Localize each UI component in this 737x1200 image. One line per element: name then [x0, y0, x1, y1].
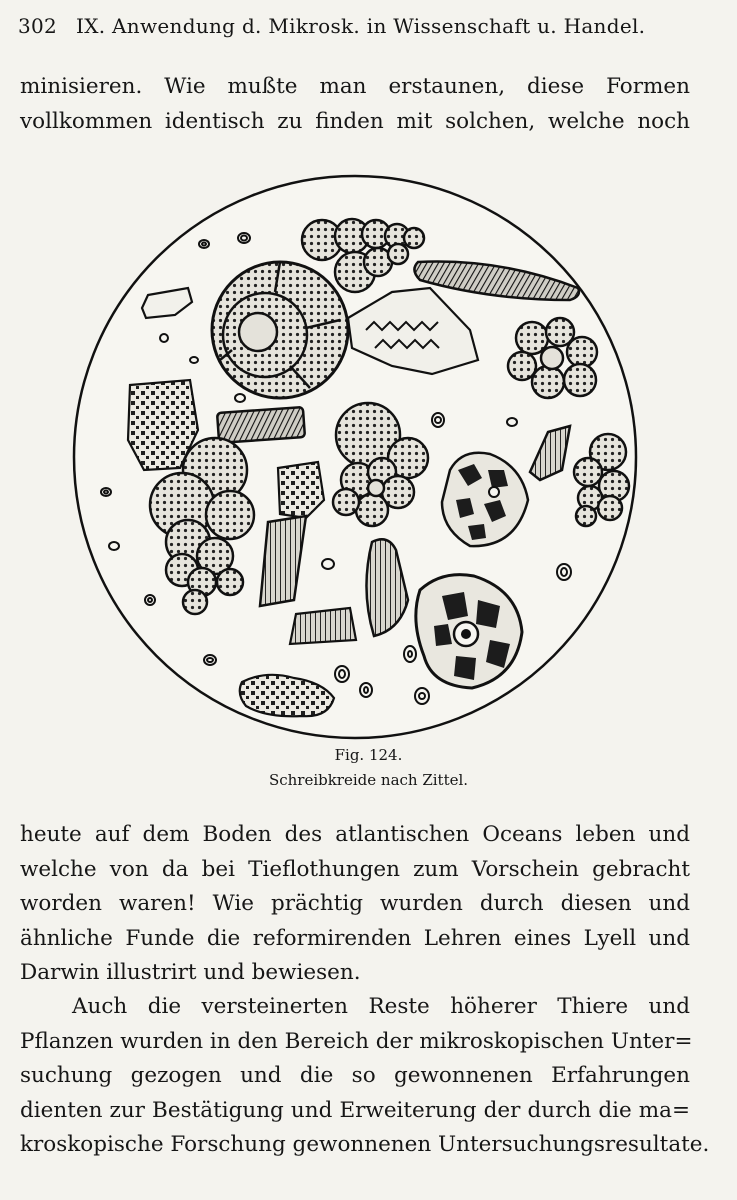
text-line: minisieren. Wie mußte man erstaunen, diese Formen [20, 74, 690, 99]
paragraph-1 [20, 70, 690, 139]
text-line: vollkommen identisch zu finden mit solchen, welche noch [20, 108, 690, 134]
figure-number: Fig. 124. [334, 746, 403, 764]
microscope-field-drawing [70, 170, 640, 740]
paragraph-2 [20, 818, 690, 991]
page-header [18, 14, 708, 44]
text-line: dienten zur Bestätigung und Erweiterung der durch die ma= [20, 1097, 690, 1123]
figure-caption: Schreibkreide nach Zittel. [268, 771, 469, 789]
text-line: ähnliche Funde die reformirenden Lehren eines Lyell und [20, 925, 690, 951]
text-line: Darwin illustrirt und bewiesen. [20, 960, 361, 985]
running-title: IX. Anwendung d. Mikrosk. in Wissenschaft u. Handel. [76, 14, 646, 38]
text-line: worden waren! Wie prächtig wurden durch diesen und [20, 891, 690, 916]
text-line: heute auf dem Boden des atlantischen Oceans leben und [20, 822, 690, 847]
paragraph-3 [20, 990, 710, 1163]
fragment-wedge-bottom [290, 608, 356, 644]
page-number: 302 [18, 14, 58, 38]
figure-124-illustration [70, 170, 640, 740]
text-line: Pflanzen wurden in den Bereich der mikroskopischen Unter= [20, 1028, 693, 1054]
text-line: suchung gezogen und die so gewonnenen Erfahrungen [20, 1063, 690, 1088]
text-line: welche von da bei Tieflothungen zum Vorschein gebracht [20, 856, 690, 882]
ammonite-shell [212, 262, 348, 398]
rod-fragment-center-left [217, 407, 305, 443]
text-line: Auch die versteinerten Reste höherer Thiere und [72, 994, 690, 1019]
text-line: kroskopische Forschung gewonnenen Untersuchungsresultate. [20, 1132, 710, 1157]
